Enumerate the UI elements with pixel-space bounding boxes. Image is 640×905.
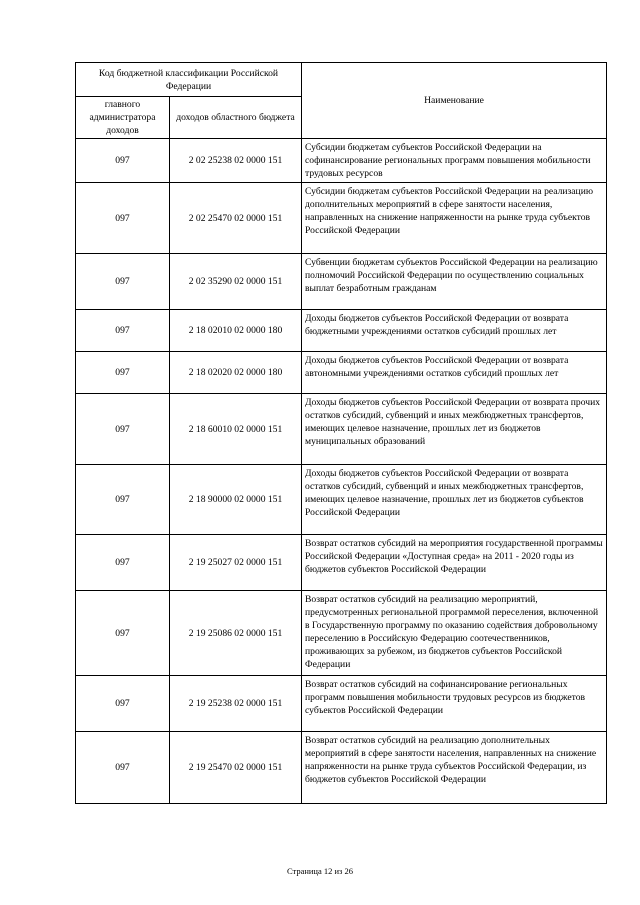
page-number: Страница 12 из 26	[286, 866, 354, 876]
table-row	[76, 591, 607, 676]
row-name: Доходы бюджетов субъектов Российской Федерации от возврата остатков субсидий, субвенций и иных межбюджетных трансфертов, имеющих целевое назначение, прошлых лет из бюджетов субъектов Российской Федерации	[302, 465, 607, 535]
admin-code: 097	[76, 352, 170, 394]
income-code: 2 19 25027 02 0000 151	[170, 535, 302, 591]
income-code: 2 02 25470 02 0000 151	[170, 183, 302, 254]
admin-code: 097	[76, 139, 170, 183]
table-row	[76, 310, 607, 352]
income-code: 2 19 25238 02 0000 151	[170, 676, 302, 732]
table-row	[76, 465, 607, 535]
income-code: 2 18 02010 02 0000 180	[170, 310, 302, 352]
admin-code: 097	[76, 465, 170, 535]
admin-code: 097	[76, 310, 170, 352]
income-code: 2 18 60010 02 0000 151	[170, 394, 302, 465]
row-name: Доходы бюджетов субъектов Российской Федерации от возврата автономными учреждениями остатков субсидий прошлых лет	[302, 352, 607, 394]
row-name: Возврат остатков субсидий на реализацию дополнительных мероприятий в сфере занятости населения, направленных на снижение напряженности на рынке труда субъектов Российской Федерации, из бюджетов субъектов Российской Федерации	[302, 732, 607, 804]
row-name: Доходы бюджетов субъектов Российской Федерации от возврата прочих остатков субсидий, субвенций и иных межбюджетных трансфертов, имеющих целевое назначение, прошлых лет из бюджетов муниципальных образований	[302, 394, 607, 465]
row-name: Доходы бюджетов субъектов Российской Федерации от возврата бюджетными учреждениями остатков субсидий прошлых лет	[302, 310, 607, 352]
header-name: Наименование	[302, 63, 607, 139]
header-admin: главного администратора доходов	[76, 97, 170, 139]
income-code: 2 02 35290 02 0000 151	[170, 254, 302, 310]
header-income: доходов областного бюджета	[170, 97, 302, 139]
table-row	[76, 676, 607, 732]
row-name: Субвенции бюджетам субъектов Российской Федерации на реализацию полномочий Российской Федерации по осуществлению социальных выплат безработным гражданам	[302, 254, 607, 310]
income-code: 2 18 02020 02 0000 180	[170, 352, 302, 394]
table-row	[76, 535, 607, 591]
admin-code: 097	[76, 254, 170, 310]
admin-code: 097	[76, 394, 170, 465]
table-row	[76, 139, 607, 183]
admin-code: 097	[76, 591, 170, 676]
table-row	[76, 394, 607, 465]
row-name: Возврат остатков субсидий на софинансирование региональных программ повышения мобильности трудовых ресурсов из бюджетов субъектов Российской Федерации	[302, 676, 607, 732]
row-name: Субсидии бюджетам субъектов Российской Федерации на софинансирование региональных программ повышения мобильности трудовых ресурсов	[302, 139, 607, 183]
income-code: 2 02 25238 02 0000 151	[170, 139, 302, 183]
income-code: 2 18 90000 02 0000 151	[170, 465, 302, 535]
income-code: 2 19 25470 02 0000 151	[170, 732, 302, 804]
table-row	[76, 352, 607, 394]
table-row	[76, 732, 607, 804]
income-code: 2 19 25086 02 0000 151	[170, 591, 302, 676]
admin-code: 097	[76, 676, 170, 732]
table-row	[76, 183, 607, 254]
table-row	[76, 254, 607, 310]
row-name: Субсидии бюджетам субъектов Российской Федерации на реализацию дополнительных мероприятий в сфере занятости населения, направленных на снижение напряженности на рынке труда субъектов Российской Федерации	[302, 183, 607, 254]
budget-classification-table	[75, 62, 607, 804]
header-group-title: Код бюджетной классификации Российской Федерации	[76, 63, 302, 97]
row-name: Возврат остатков субсидий на мероприятия государственной программы Российской Федерации «Доступная среда» на 2011 - 2020 годы из бюджетов субъектов Российской Федерации	[302, 535, 607, 591]
admin-code: 097	[76, 183, 170, 254]
row-name: Возврат остатков субсидий на реализацию мероприятий, предусмотренных региональной программой переселения, включенной в Государственную программу по оказанию содействия добровольному переселению в Российскую Федерацию соотечественников, проживающих за рубежом, из бюджетов субъектов Российской Федерации	[302, 591, 607, 676]
admin-code: 097	[76, 535, 170, 591]
admin-code: 097	[76, 732, 170, 804]
